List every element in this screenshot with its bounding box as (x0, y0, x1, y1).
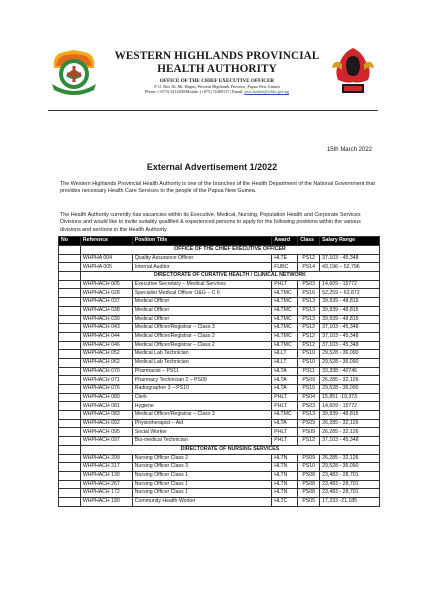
cell-class: PS16 (298, 289, 320, 298)
cell-position-title: Hygiene (132, 402, 272, 411)
address-line: P. O. Box 36, Mt. Hagen, Western Highlands Province, Papua New Guinea (154, 84, 280, 89)
cell-class: PS13 (298, 411, 320, 420)
cell-position-title: Clerk (132, 393, 272, 402)
cell-reference: WHPHACH 217 (80, 463, 132, 472)
col-header-position-title: Position Title (132, 237, 272, 246)
col-header-reference: Reference (80, 237, 132, 246)
cell-reference: WHPHACH 044 (80, 332, 132, 341)
cell-no (59, 332, 81, 341)
cell-salary-range: 14,609 - 15772 (320, 280, 380, 289)
whpha-logo (48, 46, 100, 96)
cell-reference: WHPHACH 052 (80, 350, 132, 359)
cell-class: PS11 (298, 367, 320, 376)
cell-salary-range: 29,528 - 36,090 (320, 463, 380, 472)
cell-reference: WHPHACH 081 (80, 402, 132, 411)
phone-text: Phone: (+675) 5411200/Mobile: (+675) 72469117 | Email: (144, 89, 244, 95)
cell-no (59, 306, 81, 315)
cell-no (59, 254, 81, 263)
cell-reference: WHPHACH 037 (80, 298, 132, 307)
cell-award: PHLT (272, 437, 298, 446)
cell-award: HLTMC (272, 298, 298, 307)
contact-line (104, 89, 330, 94)
cell-class: PS08 (298, 480, 320, 489)
cell-position-title: Nursing Officer Class 1 (132, 471, 272, 480)
cell-reference: WHPHACH 080 (80, 393, 132, 402)
cell-reference: WHPHACH 083 (80, 411, 132, 420)
cell-reference: WHPHACH 046 (80, 341, 132, 350)
cell-no (59, 315, 81, 324)
cell-no (59, 393, 81, 402)
cell-position-title: Nursing Officer Class 2 (132, 454, 272, 463)
org-name-line2: HEALTH AUTHORITY (157, 63, 277, 75)
cell-position-title: Pharmacist – PS11 (132, 367, 272, 376)
cell-class: PS13 (298, 298, 320, 307)
cell-no (59, 289, 81, 298)
cell-award: HLTMC (272, 324, 298, 333)
cell-reference: WHPHACH 092 (80, 419, 132, 428)
table-row (59, 376, 380, 385)
section-title: DIRECTORATE OF NURSING SERVICES (80, 445, 379, 454)
cell-salary-range: 26,285 - 32,126 (320, 419, 380, 428)
cell-salary-range: 26,285 - 32,126 (320, 454, 380, 463)
cell-position-title: Bio-medical Technician (132, 437, 272, 446)
table-header-row (59, 237, 380, 246)
cell-class: PS04 (298, 393, 320, 402)
table-row (59, 263, 380, 272)
cell-award: HLTMC (272, 289, 298, 298)
cell-no (59, 463, 81, 472)
cell-reference: WHPHACH 130 (80, 471, 132, 480)
cell-class: PS09 (298, 428, 320, 437)
cell-no (59, 471, 81, 480)
cell-salary-range: 37,103 - 45,348 (320, 341, 380, 350)
letter-date: 15th March 2022 (326, 147, 372, 153)
cell-no (59, 376, 81, 385)
cell-award: HLLT (272, 350, 298, 359)
table-row (59, 471, 380, 480)
intro-paragraph: The Western Highlands Provincial Health Authority is one of the branches of the Health Department of the National Government that provides necessary Health Care Services to the people of the Papua New Guinea. (60, 181, 375, 195)
table-row (59, 480, 380, 489)
cell-award: FUBC (272, 263, 298, 272)
cell-salary-range: 37,103 - 45,348 (320, 332, 380, 341)
table-row (59, 367, 380, 376)
table-row (59, 393, 380, 402)
cell-class: PS13 (298, 306, 320, 315)
cell-position-title: Pharmacy Technician 2 – PS09 (132, 376, 272, 385)
cell-award: HLTA (272, 367, 298, 376)
cell-salary-range: 39,939 - 48,815 (320, 298, 380, 307)
office-title: OFFICE OF THE CHIEF EXECUTIVE OFFICER (159, 78, 275, 84)
col-header-class: Class (298, 237, 320, 246)
cell-position-title: Community Health Worker (132, 497, 272, 506)
cell-position-title: Medical Officer/Registrar – Class 3 (132, 324, 272, 333)
cell-salary-range: 26,285 - 32,126 (320, 428, 380, 437)
table-row (59, 489, 380, 498)
cell-no (59, 489, 81, 498)
letterhead (104, 50, 330, 94)
cell-no (59, 419, 81, 428)
cell-reference: WHPHACH 043 (80, 324, 132, 333)
vacancy-table (58, 236, 380, 507)
section-title: DIRECTORATE OF CURATIVE HEALTH / CLINICAL NETWORK (80, 272, 379, 281)
org-name-line1: WESTERN HIGHLANDS PROVINCIAL (114, 50, 320, 62)
cell-salary-range: 29,528 - 36,090 (320, 358, 380, 367)
cell-no (59, 411, 81, 420)
cell-salary-range: 33,338 - 40746 (320, 367, 380, 376)
cell-class: PS09 (298, 376, 320, 385)
table-row (59, 254, 380, 263)
table-row (59, 419, 380, 428)
png-emblem-logo (328, 44, 378, 100)
cell-position-title: Executive Secretary – Medical Services (132, 280, 272, 289)
cell-reference: WHPHACH 062 (80, 358, 132, 367)
cell-no (59, 454, 81, 463)
cell-award: HLTMC (272, 306, 298, 315)
cell-class: PS10 (298, 385, 320, 394)
cell-reference: WHPHACH 097 (80, 437, 132, 446)
cell-class: PS10 (298, 350, 320, 359)
cell-award: HLTA (272, 376, 298, 385)
cell-salary-range: 39,939 - 48,815 (320, 306, 380, 315)
cell-no (59, 437, 81, 446)
table-row (59, 324, 380, 333)
cell-reference: WHPHACH 076 (80, 385, 132, 394)
table-row (59, 315, 380, 324)
table-row (59, 341, 380, 350)
cell-class: PS12 (298, 254, 320, 263)
cell-salary-range: 37,103 - 45,348 (320, 324, 380, 333)
cell-reference: WHPHACH 039 (80, 315, 132, 324)
cell-position-title: Nursing Officer Class 3 (132, 463, 272, 472)
table-row (59, 402, 380, 411)
cell-position-title: Medical Lab Technician (132, 350, 272, 359)
table-row (59, 411, 380, 420)
section-blank (59, 445, 81, 454)
cell-position-title: Nursing Officer Class 1 (132, 480, 272, 489)
email-link[interactable]: jaun.hulden@whhs.gov.pg (244, 89, 289, 95)
cell-no (59, 402, 81, 411)
cell-position-title: Physiotherapist – Aid (132, 419, 272, 428)
advertisement-title: External Advertisement 1/2022 (146, 162, 278, 172)
col-header-no: No (59, 237, 81, 246)
cell-no (59, 367, 81, 376)
cell-award: HLTN (272, 480, 298, 489)
cell-salary-range: 29,528 - 36,090 (320, 385, 380, 394)
cell-award: PHLT (272, 428, 298, 437)
cell-reference: WHPHA 005 (80, 263, 132, 272)
cell-award: HLTN (272, 489, 298, 498)
table-row (59, 289, 380, 298)
cell-position-title: Medical Officer (132, 306, 272, 315)
cell-class: PS03 (298, 402, 320, 411)
cell-position-title: Specialist Medical Officer O&G – C 6 (132, 289, 272, 298)
cell-salary-range: 17,333 -21,185 (320, 497, 380, 506)
table-row (59, 306, 380, 315)
table-row (59, 298, 380, 307)
cell-reference: WHPHACH 299 (80, 454, 132, 463)
cell-class: PS12 (298, 437, 320, 446)
cell-position-title: Medical Officer/Registrar – Class 3 (132, 411, 272, 420)
cell-no (59, 350, 81, 359)
cell-award: HLTC (272, 497, 298, 506)
cell-no (59, 298, 81, 307)
cell-position-title: Medical Officer (132, 298, 272, 307)
table-row (59, 454, 380, 463)
table-body (59, 246, 380, 507)
cell-reference: WHPHACH 028 (80, 289, 132, 298)
cell-no (59, 263, 81, 272)
table-row (59, 428, 380, 437)
cell-reference: WHPHACH 095 (80, 428, 132, 437)
cell-class: PS08 (298, 471, 320, 480)
cell-position-title: Internal Auditor (132, 263, 272, 272)
cell-award: HLTMC (272, 332, 298, 341)
cell-award: HLTA (272, 385, 298, 394)
cell-no (59, 385, 81, 394)
cell-salary-range: 14,609 - 15772 (320, 402, 380, 411)
cell-award: HLTN (272, 454, 298, 463)
cell-class: PS10 (298, 463, 320, 472)
cell-no (59, 280, 81, 289)
cell-class: PS12 (298, 341, 320, 350)
cell-class: PS14 (298, 263, 320, 272)
table-row (59, 350, 380, 359)
cell-class: PS09 (298, 419, 320, 428)
cell-class: PS12 (298, 324, 320, 333)
cell-award: PHLT (272, 280, 298, 289)
section-header-row (59, 246, 380, 255)
section-blank (59, 272, 81, 281)
cell-award: HLTMC (272, 315, 298, 324)
cell-no (59, 341, 81, 350)
col-header-award: Award (272, 237, 298, 246)
cell-no (59, 480, 81, 489)
cell-reference: WHPHA 004 (80, 254, 132, 263)
cell-position-title: Medical Lab Technician (132, 358, 272, 367)
cell-position-title: Medical Officer (132, 315, 272, 324)
cell-salary-range: 39,939 - 48,815 (320, 315, 380, 324)
cell-award: HLTE (272, 254, 298, 263)
cell-award: HLLT (272, 358, 298, 367)
cell-salary-range: 26,285 - 32,126 (320, 376, 380, 385)
cell-class: PS13 (298, 315, 320, 324)
cell-position-title: Radiographer 3 – PS10 (132, 385, 272, 394)
table-row (59, 280, 380, 289)
cell-reference: WHPHACH 071 (80, 376, 132, 385)
cell-reference: WHPHACH 038 (80, 306, 132, 315)
cell-salary-range: 37,103 - 45,348 (320, 437, 380, 446)
cell-class: PS05 (298, 497, 320, 506)
cell-salary-range: 43,196 – 52,796 (320, 263, 380, 272)
cell-salary-range: 23,483 - 28,701 (320, 489, 380, 498)
cell-salary-range: 15,851 -19,373 (320, 393, 380, 402)
cell-position-title: Medical Officer/Registrar – Class 2 (132, 341, 272, 350)
section-title: OFFICE OF THE CHIEF EXECUTIVE OFFICER (80, 246, 379, 255)
table-row (59, 332, 380, 341)
cell-reference: WHPHACH 172 (80, 489, 132, 498)
cell-salary-range: 23,483 - 28,701 (320, 480, 380, 489)
cell-salary-range: 29,528 - 36,090 (320, 350, 380, 359)
table-row (59, 463, 380, 472)
section-header-row (59, 445, 380, 454)
cell-reference: WHPHACH 005 (80, 280, 132, 289)
cell-award: HLTMC (272, 341, 298, 350)
cell-reference: WHPHACH 070 (80, 367, 132, 376)
cell-no (59, 358, 81, 367)
table-row (59, 385, 380, 394)
section-blank (59, 246, 81, 255)
cell-no (59, 497, 81, 506)
cell-award: HLTA (272, 419, 298, 428)
cell-no (59, 324, 81, 333)
cell-salary-range: 37,103 - 45,348 (320, 254, 380, 263)
cell-class: PS10 (298, 358, 320, 367)
cell-salary-range: 52,259 – 63,872 (320, 289, 380, 298)
cell-award: PHLT (272, 393, 298, 402)
cell-salary-range: 23,483 - 28,701 (320, 471, 380, 480)
cell-no (59, 428, 81, 437)
cell-award: HLTN (272, 471, 298, 480)
cell-position-title: Medical Officer/Registrar – Class 2 (132, 332, 272, 341)
cell-class: PS12 (298, 332, 320, 341)
header-divider (48, 110, 378, 111)
cell-class: PS08 (298, 489, 320, 498)
cell-reference: WHPHACH 180 (80, 497, 132, 506)
col-header-salary-range: Salary Range (320, 237, 380, 246)
table-row (59, 358, 380, 367)
cell-award: HLTMC (272, 411, 298, 420)
cell-salary-range: 39,939 - 48,815 (320, 411, 380, 420)
table-row (59, 437, 380, 446)
cell-position-title: Social Worker (132, 428, 272, 437)
section-header-row (59, 272, 380, 281)
cell-position-title: Quality Assurance Officer (132, 254, 272, 263)
cell-class: PS09 (298, 454, 320, 463)
cell-award: PHLT (272, 402, 298, 411)
vacancy-paragraph: The Health Authority currently has vacancies within its Executive, Medical, Nursing, Population Health and Corporate Services Divisions and would like to invite suitably qualified & experienced persons to apply for the following positions within the various divisions and sections in the Health Authority. (60, 212, 361, 233)
cell-position-title: Nursing Officer Class 1 (132, 489, 272, 498)
cell-reference: WHPHACH 267 (80, 480, 132, 489)
table-row (59, 497, 380, 506)
cell-award: HLTN (272, 463, 298, 472)
cell-class: PS03 (298, 280, 320, 289)
